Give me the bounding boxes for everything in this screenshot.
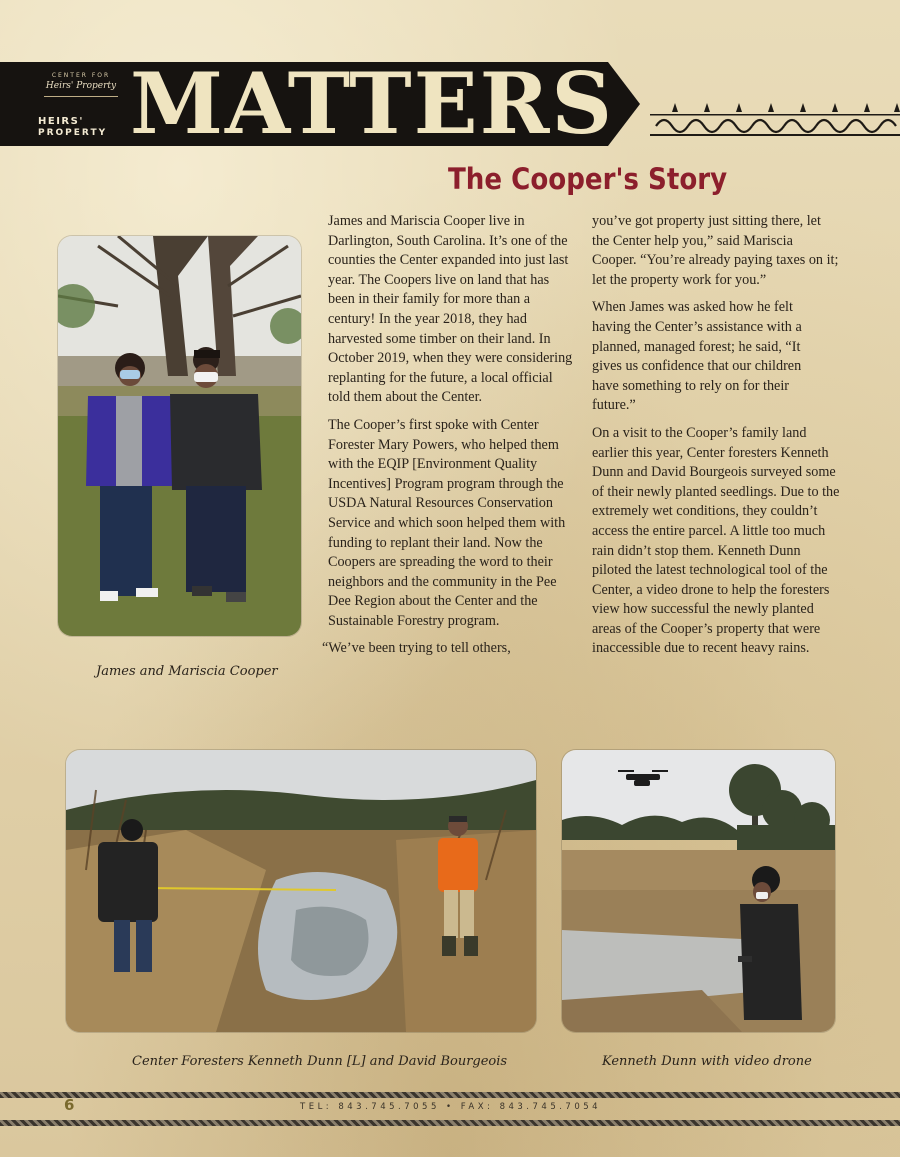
photo-caption: Center Foresters Kenneth Dunn [L] and David Bourgeois [132, 1054, 508, 1069]
center-logo [38, 72, 124, 142]
story-column-1 [322, 212, 574, 667]
photo-caption: Kenneth Dunn with video drone [602, 1054, 812, 1069]
paragraph: The Cooper’s first spoke with Center Forester Mary Powers, who helped them with the EQIP [Environment Quality Incentives] Program program through the USDA Natural Resources Conservation Service and which soon helped them with funding to replant their land. Now the Coopers are spreading the word to their neighbors and the community in the Pee Dee Region about the Center and the Sustainable Forestry program. [328, 416, 566, 629]
footer-rope-bottom [0, 1120, 900, 1126]
foresters-wetland-photo [66, 750, 536, 1032]
story-title: The Cooper's Story [448, 162, 728, 196]
paragraph: you’ve got property just sitting there, let the Center help you,” said Mariscia Cooper. “You’re already paying taxes on it; let the property work for you.” [592, 213, 839, 288]
logo-top-text: CENTER FOR [51, 72, 111, 79]
logo-property-text: PROPERTY [38, 128, 108, 138]
logo-divider [44, 96, 118, 97]
paragraph: On a visit to the Cooper’s family land earlier this year, Center foresters Kenneth Dunn and David Bourgeois surveyed some of their newly planted seedlings. Due to the extremely wet conditions, they couldn’t access the entire parcel. A little too much rain didn’t stop them. Kenneth Dunn piloted the latest technological tool of the Center, a video drone to help the foresters view how successful the newly planted areas of the Cooper’s property that were inaccessible due to recent heavy rains. [592, 424, 840, 657]
paragraph: James and Mariscia Cooper live in Darlington, South Carolina. It’s one of the counties the Center expanded into just last year. The Coopers live on land that has been in their family for more than a century! In the year 2018, they had harvested some timber on their land. In October 2019, when they were considering replanting for the future, a local official told them about the Center. [328, 213, 573, 406]
footer-rope-top [0, 1092, 900, 1098]
cooper-couple-photo [58, 236, 301, 636]
paragraph: When James was asked how he felt having the Center’s assistance with a planned, managed forest; he said, “It gives us confidence that our children have something to rely on for their future.” [592, 299, 802, 414]
page-number: 6 [64, 1096, 75, 1114]
paragraph: “We’ve been trying to tell others, [322, 640, 511, 657]
logo-heirs-text: HEIRS' [38, 116, 84, 127]
photo-caption: James and Mariscia Cooper [96, 664, 278, 679]
masthead-title: MATTERS [130, 54, 615, 153]
logo-script-text: Heirs' Property [45, 81, 117, 91]
fleur-ornament [650, 100, 900, 142]
drone-photo [562, 750, 835, 1032]
story-column-2 [592, 212, 840, 667]
contact-info: TEL: 843.745.7055 • FAX: 843.745.7054 [300, 1102, 602, 1112]
